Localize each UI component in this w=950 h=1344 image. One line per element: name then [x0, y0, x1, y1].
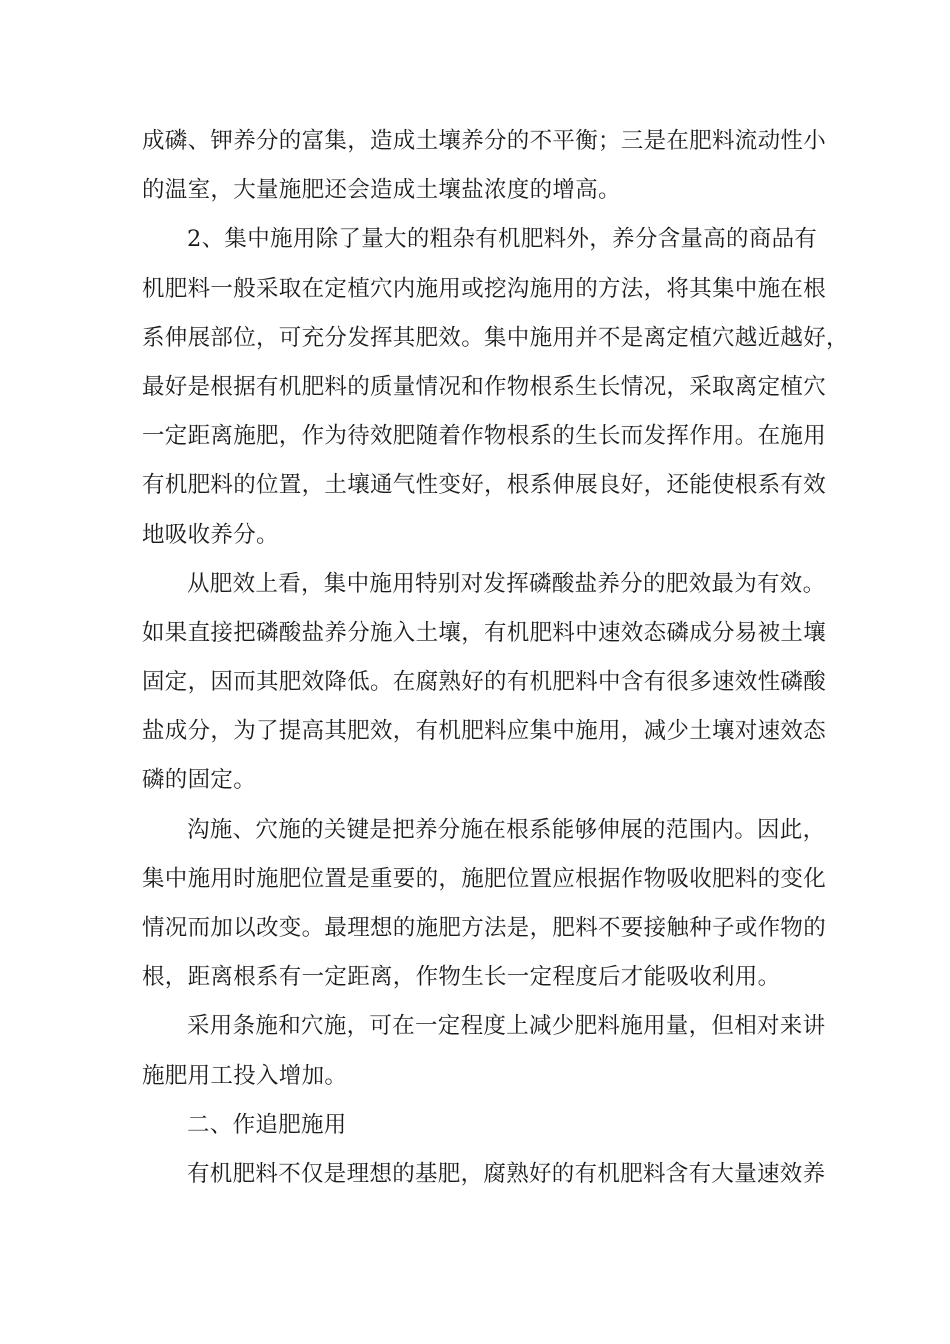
text-line: 从肥效上看，集中施用特别对发挥磷酸盐养分的肥效最为有效。	[187, 570, 826, 597]
text-line: 集中施用时施肥位置是重要的，施肥位置应根据作物吸收肥料的变化	[142, 865, 827, 892]
text-line: 施肥用工投入增加。	[142, 1062, 348, 1089]
text-line: 系伸展部位，可充分发挥其肥效。集中施用并不是离定植穴越近越好，	[142, 324, 849, 351]
text-line: 2、集中施用除了量大的粗杂有机肥料外，养分含量高的商品有	[187, 226, 818, 253]
section-heading	[142, 1101, 832, 1150]
text-line: 的温室，大量施肥还会造成土壤盐浓度的增高。	[142, 177, 621, 204]
text-line: 成磷、钾养分的富集，造成土壤养分的不平衡；三是在肥料流动性小	[142, 128, 827, 154]
text-line: 沟施、穴施的关键是把养分施在根系能够伸展的范围内。因此，	[187, 816, 826, 843]
paragraph	[142, 1002, 832, 1100]
paragraph	[142, 215, 849, 559]
text-line: 二、作追肥施用	[187, 1111, 347, 1138]
text-line: 如果直接把磷酸盐养分施入土壤，有机肥料中速效态磷成分易被土壤	[142, 619, 827, 646]
text-line: 地吸收养分。	[142, 521, 279, 548]
text-line: 有机肥料不仅是理想的基肥，腐熟好的有机肥料含有大量速效养	[187, 1160, 826, 1187]
text-line: 根，距离根系有一定距离，作物生长一定程度后才能吸收利用。	[142, 964, 781, 991]
text-line: 盐成分，为了提高其肥效，有机肥料应集中施用，减少土壤对速效态	[142, 718, 827, 745]
text-line: 机肥料一般采取在定植穴内施用或挖沟施用的方法，将其集中施在根	[142, 275, 827, 302]
text-line: 最好是根据有机肥料的质量情况和作物根系生长情况，采取离定植穴	[142, 373, 827, 400]
text-line: 有机肥料的位置，土壤通气性变好，根系伸展良好，还能使根系有效	[142, 472, 827, 499]
paragraph	[142, 806, 832, 1003]
document-body	[142, 117, 849, 1199]
text-line: 固定，因而其肥效降低。在腐熟好的有机肥料中含有很多速效性磷酸	[142, 669, 827, 696]
paragraph	[142, 117, 832, 215]
text-line: 一定距离施肥，作为待效肥随着作物根系的生长而发挥作用。在施用	[142, 423, 827, 450]
text-line: 情况而加以改变。最理想的施肥方法是，肥料不要接触种子或作物的	[142, 915, 827, 941]
paragraph	[142, 1150, 832, 1199]
paragraph	[142, 560, 832, 806]
text-line: 磷的固定。	[142, 767, 257, 794]
text-line: 采用条施和穴施，可在一定程度上减少肥料施用量，但相对来讲	[187, 1013, 826, 1040]
